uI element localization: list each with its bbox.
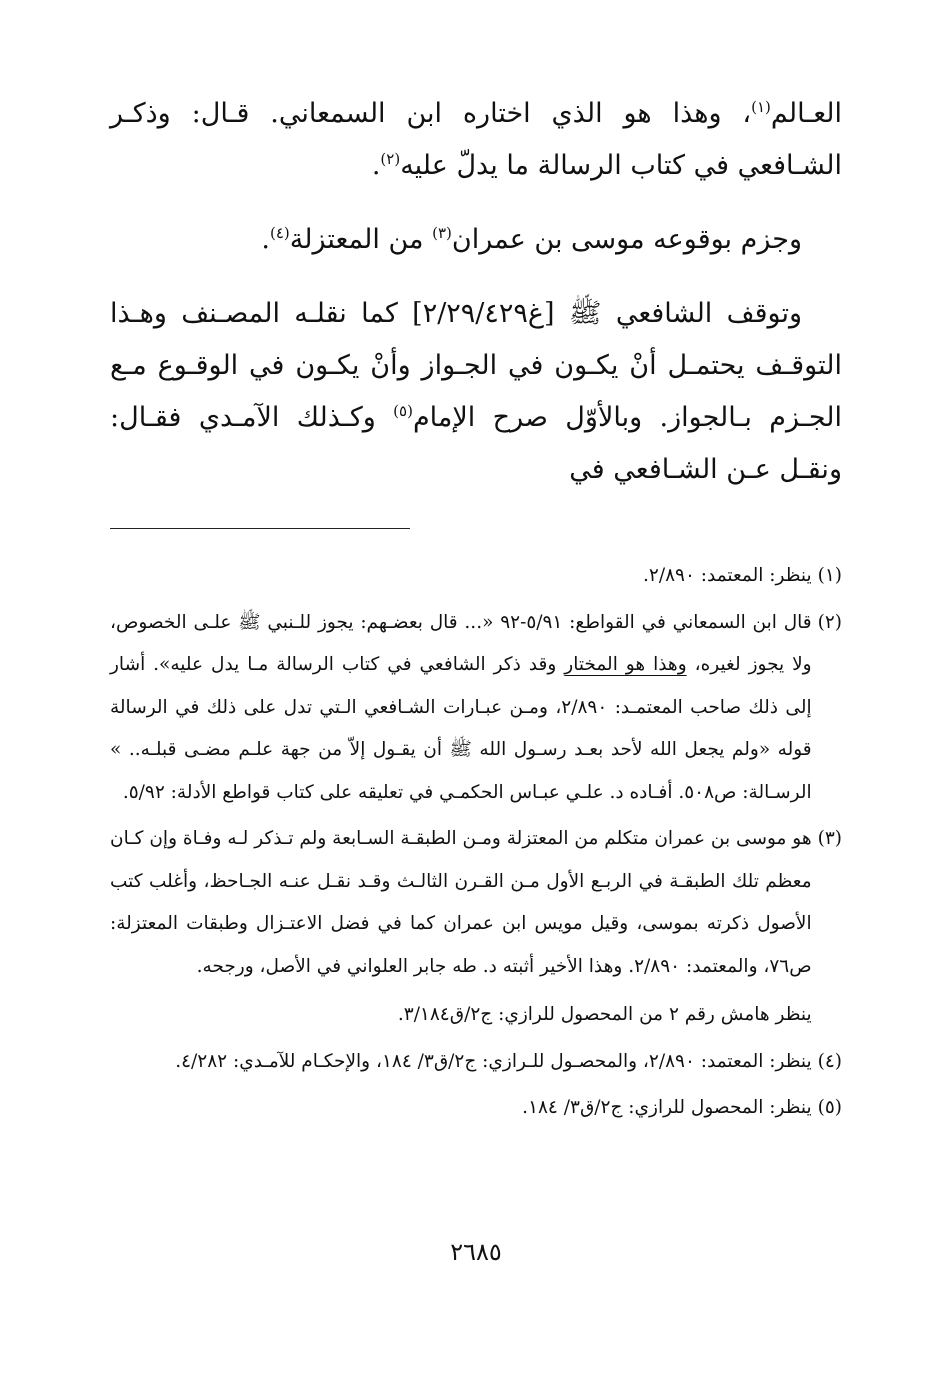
p3-line3-start: وبالأوّل صرح الإمام [412,402,643,433]
footnote-text-a: قال ابن السمعاني في القواطع: ٥/٩١-٩٢ «... قال بعضـهم: يجوز للـنبي ﷺ علـى الخصوص، ولا يجوز لغيره، [110,611,812,675]
p1-line1-start: العـالم [770,98,842,129]
footnote-1 [110,555,842,598]
p3-line2: يحتمـل أنْ يكـون في الجـواز وأنْ يكـون في الوقـوع مـع الجـزم بـالجواز. [110,350,842,433]
footnote-number: (٢) [817,611,842,633]
footnote-text-b: وقد ذكر الشافعي في كتاب الرسالة مـا يدل عليه». أشار إلى ذلك صاحب المعتمـد: ٢/٨٩٠، ومـن عبـارات الشـافعي الـتي تدل على ذلك في الرسالة قوله «ولم يجعل الله لأحد بعـد رسـول الله ﷺ أن يقـول إلاّ من جهة علـم مضـى قبلـه.. » الرسـالة: ص٥٠٨. أفـاده د. علـي عبـاس الحكمـي في تعليقه على كتاب قواطع الأدلة: ٥/٩٢. [110,654,812,803]
footnote-text: ينظر: المعتمد: ٢/٨٩٠، والمحصـول للـرازي: ج٢/ق٣/ ١٨٤، والإحكـام للآمـدي: ٤/٢٨٢. [175,1050,812,1072]
p3-line3-end: وكـذلك الآمـدي فقـال: ونقـل عـن الشـافعي في [110,402,842,485]
footnote-ref-2: (٢) [380,150,401,168]
footnote-text: ينظر: المعتمد: ٢/٨٩٠. [643,565,812,586]
footnote-number: (٣) [817,828,842,849]
page-number: ٢٦٨٥ [450,1238,502,1266]
footnote-5 [110,1087,842,1130]
footnote-ref-4: (٤) [270,224,290,242]
p2-start: وجزم بوقوعه موسى بن عمران [451,224,802,255]
p1-period: . [371,150,381,181]
footnote-text: هو موسى بن عمران متكلم من المعتزلة ومـن الطبقـة السـابعة ولم تـذكر لـه وفـاة وإن كـان معظم تلك الطبقـة في الربـع الأول مـن القـرن الثالـث وقـد نقـل عنـه الجـاحظ، وأغلب كتب الأصول ذكرته بموسى، وقيل مويس ابن عمران كما في فضل الاعتـزال وطبقات المعتزلة: ص٧٦، والمعتمد: ٢/٨٩٠. وهذا الأخير أثبته د. طه جابر العلواني في الأصل، ورجحه. [110,828,812,977]
p2-middle: من المعتزلة [289,224,433,255]
footnote-ref-3: (٣) [432,224,452,242]
p2-period: . [261,224,270,255]
footnote-note: ينظر هامش رقم ٢ من المحصول للرازي: ج٢/ق٣/١٨٤. [397,1004,812,1025]
footnotes [110,555,842,1130]
main-text [110,88,842,496]
paragraph-2 [110,214,842,266]
footnote-ref-5: (٥) [393,402,413,420]
p3-line1: وتوقف الشافعي ﷺ [غ٢/٢٩/٤٢٩] كما نقلـه المصـنف وهـذا التوقـف [110,298,842,381]
p1-line2: كتاب الرسالة ما يدلّ عليه [400,150,686,181]
p1-line1-end: ، وهذا هو الذي اختاره ابن السمعاني. قـال: وذكـر الشـافعي في [110,98,842,181]
footnote-2 [110,602,842,815]
underlined-phrase: وهذا هو المختار [564,654,687,675]
footnote-separator [110,528,842,529]
footnote-number: (٤) [817,1050,842,1072]
document-page [110,88,842,1328]
paragraph-3 [110,288,842,496]
footnote-3 [110,818,842,1037]
footnote-4 [110,1041,842,1084]
footnote-ref-1: (١) [751,98,771,116]
footnote-number: (١) [817,565,842,586]
paragraph-1 [110,88,842,192]
footnote-number: (٥) [817,1097,842,1118]
footnote-text: ينظر: المحصول للرازي: ج٢/ق٣/ ١٨٤. [522,1097,812,1118]
footnote-text [110,602,812,815]
